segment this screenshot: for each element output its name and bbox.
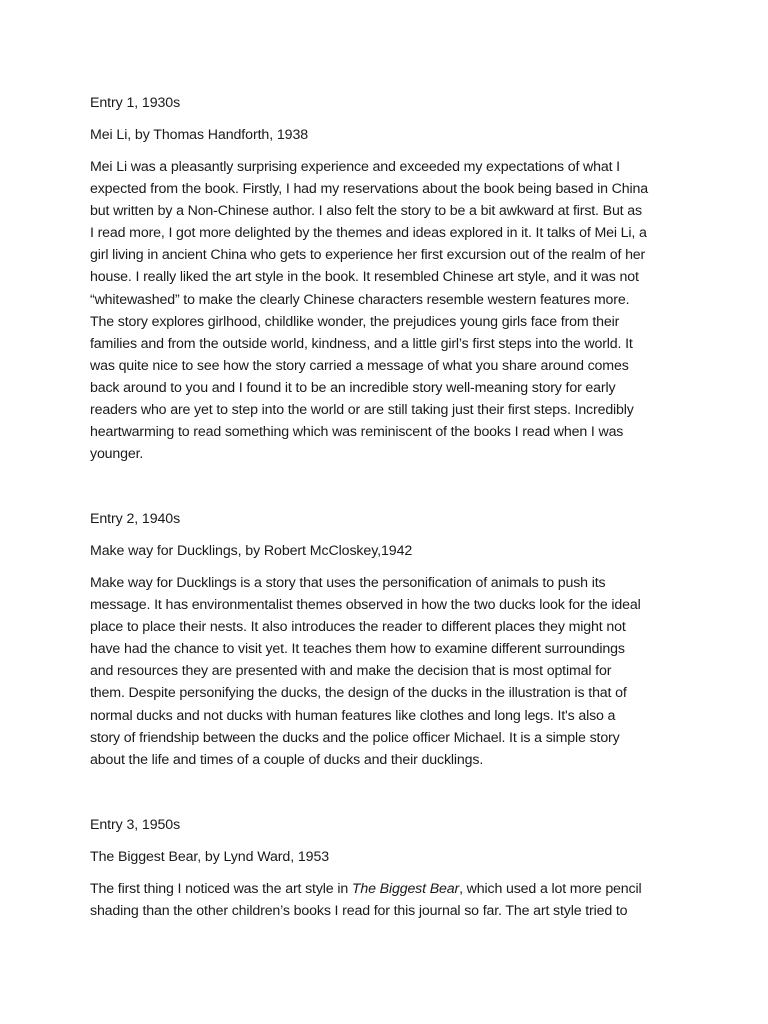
body-line: Make way for Ducklings is a story that uses the personification of animals to push its [90,575,606,591]
entry-heading: Entry 3, 1950s [90,817,181,833]
entry-heading: Entry 2, 1940s [90,511,181,527]
entry-body [90,878,680,922]
body-text: The first thing I noticed was the art style in [90,881,352,897]
journal-entry-2 [90,508,680,771]
body-line: normal ducks and not ducks with human features like clothes and long legs. It's also a [90,707,616,724]
journal-entry-1 [90,92,680,465]
body-line: shading than the other children’s books I read for this journal so far. The art style tried to [90,903,628,920]
body-text: , which used a lot more pencil [459,881,642,897]
body-line: readers who are yet to step into the world or are still taking just their first steps. Incredibly [90,402,634,419]
body-line: house. I really liked the art style in the book. It resembled Chinese art style, and it was not [90,269,639,286]
body-line: heartwarming to read something which was reminiscent of the books I read when I was [90,424,624,441]
body-line: have had the chance to visit yet. It teaches them how to examine different surroundings [90,641,625,658]
entry-heading: Entry 1, 1930s [90,95,181,111]
body-line: but written by a Non-Chinese author. I also felt the story to be a bit awkward at first. But as [90,203,642,220]
body-line: Mei Li was a pleasantly surprising experience and exceeded my expectations of what I [90,159,620,175]
entry-body [90,572,680,771]
body-line: The story explores girlhood, childlike wonder, the prejudices young girls face from their [90,313,620,330]
body-line: younger. [90,446,144,463]
body-line: “whitewashed” to make the clearly Chinese characters resemble western features more. [90,291,630,308]
book-title: The Biggest Bear, by Lynd Ward, 1953 [90,849,330,865]
body-line: families and from the outside world, kindness, and a little girl’s first steps into the world. It [90,335,633,352]
book-title: Mei Li, by Thomas Handforth, 1938 [90,127,309,143]
body-line: story of friendship between the ducks and the police officer Michael. It is a simple story [90,729,620,746]
journal-entry-3 [90,814,680,922]
entry-body [90,156,680,465]
body-line: was quite nice to see how the story carried a message of what you share around comes [90,357,629,374]
book-title: Make way for Ducklings, by Robert McCloskey,1942 [90,543,413,559]
body-line: I read more, I got more delighted by the themes and ideas explored in it. It talks of Mei Li, a [90,225,647,242]
body-line: girl living in ancient China who gets to experience her first excursion out of the realm of her [90,247,646,264]
body-line: about the life and times of a couple of ducks and their ducklings. [90,751,484,768]
body-line: place to place their nests. It also introduces the reader to different places they might not [90,619,626,636]
body-line: them. Despite personifying the ducks, the design of the ducks in the illustration is that of [90,685,627,702]
body-line: message. It has environmentalist themes observed in how the two ducks look for the ideal [90,597,641,614]
body-line: and resources they are presented with and make the decision that is most optimal for [90,663,612,680]
body-line: back around to you and I found it to be an incredible story well-meaning story for early [90,379,616,396]
book-title-italic: The Biggest Bear [351,881,460,897]
body-line [90,878,680,900]
body-line: expected from the book. Firstly, I had my reservations about the book being based in China [90,181,648,198]
